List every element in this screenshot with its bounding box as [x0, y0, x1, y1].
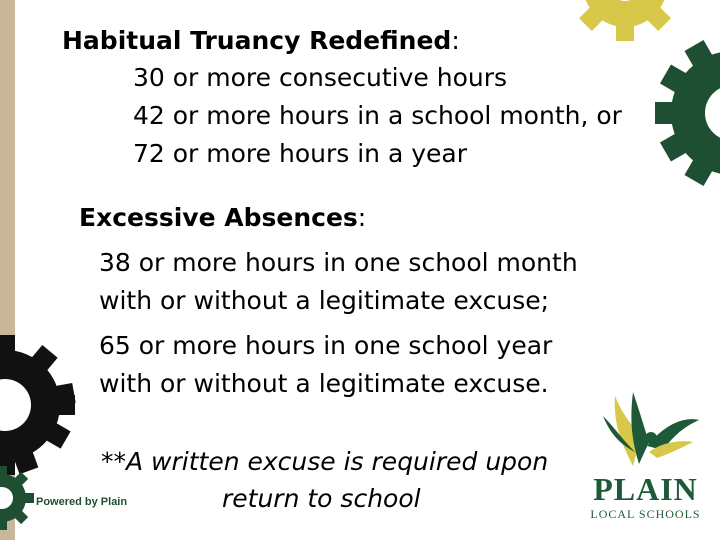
truancy-heading: Habitual Truancy Redefined — [62, 26, 452, 55]
logo-wordmark: PLAIN — [593, 471, 698, 507]
excuse-note-line-1: **A written excuse is required upon — [101, 447, 549, 476]
absences-line-2: with or without a legitimate excuse; — [99, 286, 550, 315]
absences-colon: : — [357, 203, 367, 232]
absences-heading: Excessive Absences — [79, 203, 358, 232]
truancy-colon: : — [451, 26, 460, 55]
truancy-line-3: 72 or more hours in a year — [133, 139, 467, 168]
absences-line-4: with or without a legitimate excuse. — [99, 369, 549, 398]
powered-by-label: Powered by Plain — [36, 496, 128, 508]
absences-heading-line — [79, 203, 366, 233]
plain-local-schools-logo — [583, 386, 708, 521]
truancy-heading-line — [62, 26, 460, 56]
truancy-line-2: 42 or more hours in a school month, or — [133, 101, 622, 130]
eagle-emblem-icon — [593, 386, 701, 472]
excuse-note-line-2: return to school — [222, 484, 421, 513]
truancy-line-1: 30 or more consecutive hours — [133, 63, 508, 92]
logo-subtitle: LOCAL SCHOOLS — [590, 507, 701, 521]
absences-line-1: 38 or more hours in one school month — [99, 248, 578, 277]
absences-line-3: 65 or more hours in one school year — [99, 331, 553, 360]
